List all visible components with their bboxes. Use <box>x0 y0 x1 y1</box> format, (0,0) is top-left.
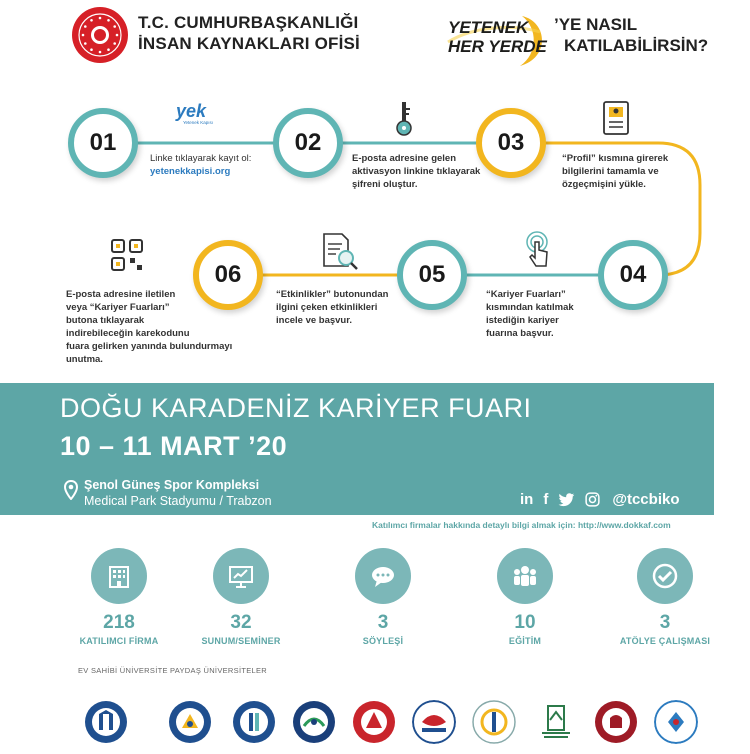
step-04-line1: “Kariyer Fuarları” <box>486 289 566 300</box>
step-04-line2: kısmından katılmak <box>486 302 574 313</box>
presidential-seal-logo <box>72 7 128 63</box>
step-06-line6: unutma. <box>66 354 103 365</box>
event-date: 10 – 11 MART ’20 <box>60 431 288 461</box>
partner-university-logo-9 <box>654 700 698 744</box>
step-06-line4: indirebileceğin karekodunu <box>66 328 190 339</box>
stat-label: SÖYLEŞİ <box>362 636 404 646</box>
step-06-line5: fuara gelirken yanında bulundurmayı <box>66 341 233 352</box>
step-06-line2: veya “Kariyer Fuarları” <box>66 302 170 313</box>
yetenekkapisi-link[interactable]: yetenekkapisi.org <box>150 166 231 177</box>
step-03-text <box>562 152 668 191</box>
org-title-line1: T.C. CUMHURBAŞKANLIĞI <box>138 13 359 32</box>
venue-name: Şenol Güneş Spor Kompleksi <box>84 478 260 492</box>
stat-label: KATILIMCI FİRMA <box>79 636 159 646</box>
stat-value: 3 <box>659 612 671 633</box>
step-05-line3: incele ve başvur. <box>276 315 353 326</box>
touch-tap-icon <box>522 230 552 270</box>
step-05-line1: “Etkinlikler” butonundan <box>276 289 389 300</box>
partner-university-logo-3 <box>292 700 336 744</box>
stat-value: 32 <box>230 612 252 633</box>
linkedin-icon[interactable]: in <box>520 491 534 508</box>
step-number: 03 <box>497 129 525 156</box>
event-banner <box>0 383 714 515</box>
partner-university-logo-5 <box>412 700 456 744</box>
step-04-line4: fuarına başvur. <box>486 328 554 339</box>
info-link-line[interactable]: Katılımcı firmalar hakkında detaylı bilgi almak için: http://www.dokkaf.com <box>372 520 671 530</box>
step-03-line3: özgeçmişini yükle. <box>562 179 646 190</box>
venue-address: Medical Park Stadyumu / Trabzon <box>84 494 272 508</box>
step-number: 06 <box>214 261 242 288</box>
speech-bubble-icon <box>355 548 411 604</box>
presentation-board-icon <box>213 548 269 604</box>
step-01-line: Linke tıklayarak kayıt ol: <box>150 153 252 164</box>
qr-code-icon <box>110 238 144 272</box>
stat-label: ATÖLYE ÇALIŞMASI <box>619 636 711 646</box>
step-06-line3: butona tıklayarak <box>66 315 145 326</box>
checkmark-icon <box>637 548 693 604</box>
step-03-line2: bilgilerini tamamla ve <box>562 166 659 177</box>
header <box>0 0 750 80</box>
instagram-icon[interactable] <box>585 492 600 507</box>
partner-university-logo-8 <box>594 700 638 744</box>
step-02-line3: şifreni oluştur. <box>352 179 418 190</box>
stat-value: 218 <box>103 612 135 633</box>
partner-university-logo-7 <box>534 700 578 744</box>
facebook-icon[interactable]: f <box>543 491 549 508</box>
stat-label: EĞİTİM <box>508 636 542 646</box>
document-search-icon <box>320 232 360 272</box>
yek-logo-icon <box>176 102 220 125</box>
partner-university-logo-2 <box>232 700 276 744</box>
step-number: 05 <box>418 261 446 288</box>
stat-companies <box>64 548 174 646</box>
host-university-logo <box>84 700 128 744</box>
step-01-circle <box>68 108 138 178</box>
step-05-circle <box>397 240 467 310</box>
step-04-circle <box>598 240 668 310</box>
campaign-question-line2: KATILABİLİRSİN? <box>564 36 709 55</box>
partner-university-logo-6 <box>472 700 516 744</box>
stat-presentations <box>186 548 296 646</box>
key-icon <box>392 100 416 138</box>
step-03-circle <box>476 108 546 178</box>
stat-label: SUNUM/SEMİNER <box>201 636 281 646</box>
step-06-line1: E-posta adresine iletilen <box>66 289 176 300</box>
step-number: 01 <box>89 129 117 156</box>
stat-value: 10 <box>514 612 536 633</box>
social-handle[interactable]: @tccbiko <box>612 491 680 508</box>
step-05-line2: ilgini çeken etkinlikleri <box>276 302 378 313</box>
building-icon <box>91 548 147 604</box>
step-06-text <box>66 288 232 366</box>
step-02-line2: aktivasyon linkine tıklayarak <box>352 166 481 177</box>
step-02-circle <box>273 108 343 178</box>
yek-logo-text: yek <box>176 101 207 121</box>
step-number: 02 <box>294 129 322 156</box>
step-02-text <box>352 152 480 191</box>
partner-university-logo-1 <box>168 700 212 744</box>
partner-university-logo-4 <box>352 700 396 744</box>
event-title: DOĞU KARADENİZ KARİYER FUARI <box>60 393 532 423</box>
group-people-icon <box>497 548 553 604</box>
stat-workshops <box>610 548 720 646</box>
partner-universities-label: PAYDAŞ ÜNİVERSİTELER <box>170 666 267 675</box>
registration-steps <box>0 88 750 388</box>
location-pin-icon <box>64 480 78 500</box>
step-03-line1: “Profil” kısmına girerek <box>562 153 669 164</box>
yek-logo-subtext: Yetenek Kapısı <box>182 120 214 125</box>
stat-trainings <box>470 548 580 646</box>
org-title-line2: İNSAN KAYNAKLARI OFİSİ <box>138 34 360 53</box>
campaign-question-line1: ’YE NASIL <box>554 15 638 34</box>
step-05-text <box>276 288 388 327</box>
step-04-text <box>486 288 574 340</box>
step-04-line3: istediğin kariyer <box>486 315 559 326</box>
campaign-logo-line1: YETENEK <box>448 18 529 37</box>
twitter-icon[interactable] <box>558 493 575 507</box>
stat-talks <box>328 548 438 646</box>
profile-document-icon <box>602 100 630 136</box>
step-number: 04 <box>619 261 647 288</box>
host-university-label: EV SAHİBİ ÜNİVERSİTE <box>78 666 168 675</box>
social-links <box>520 491 680 508</box>
step-01-text <box>150 152 251 178</box>
step-02-line1: E-posta adresine gelen <box>352 153 457 164</box>
stat-value: 3 <box>377 612 389 633</box>
campaign-logo-line2: HER YERDE <box>448 37 547 56</box>
